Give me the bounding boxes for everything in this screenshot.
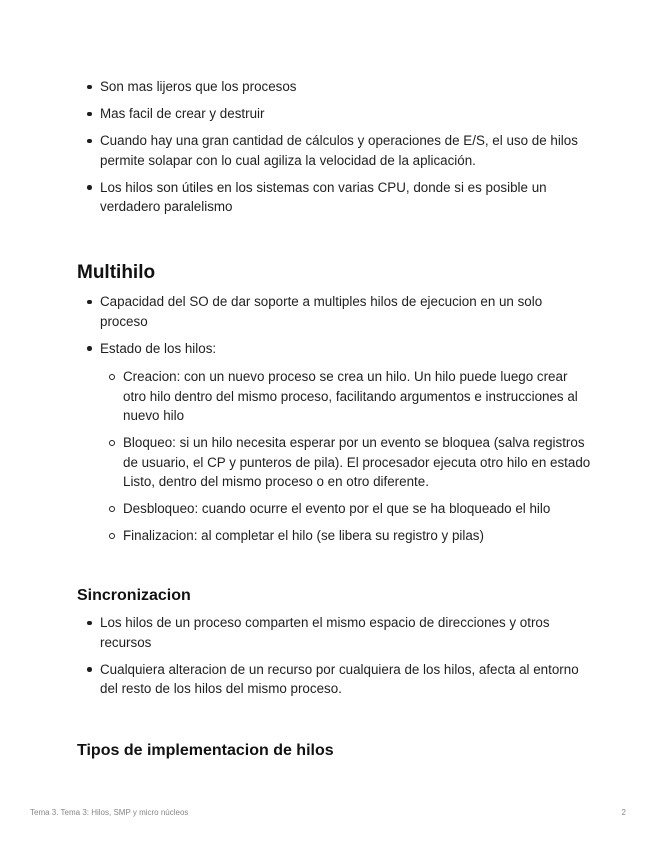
footer-document-title: Tema 3. Tema 3: Hilos, SMP y micro núcleos: [30, 808, 189, 817]
sublist-item: Bloqueo: si un hilo necesita esperar por un evento se bloquea (salva registros de usuario, el CP y punteros de pila). El procesador ejecuta otro hilo en estado Listo, dentro del mismo proceso o en otro diferente.: [123, 433, 593, 492]
intro-list: [100, 77, 580, 224]
estados-sublist: [123, 367, 593, 553]
list-item: Capacidad del SO de dar soporte a multiples hilos de ejecucion en un solo proceso: [100, 292, 580, 331]
sublist-item: Creacion: con un nuevo proceso se crea un hilo. Un hilo puede luego crear otro hilo dentro del mismo proceso, facilitando argumentos e instrucciones al nuevo hilo: [123, 367, 593, 426]
list-item: Son mas lijeros que los procesos: [100, 77, 580, 97]
list-item: Los hilos de un proceso comparten el mismo espacio de direcciones y otros recursos: [100, 613, 580, 652]
heading-tipos-implementacion: Tipos de implementacion de hilos: [77, 742, 334, 759]
list-item: Estado de los hilos:: [100, 339, 580, 359]
heading-sincronizacion: Sincronizacion: [77, 587, 191, 604]
footer-page-number: 2: [621, 808, 626, 817]
list-item: Mas facil de crear y destruir: [100, 104, 580, 124]
heading-multihilo: Multihilo: [77, 262, 156, 283]
sublist-item: Desbloqueo: cuando ocurre el evento por el que se ha bloqueado el hilo: [123, 499, 593, 519]
sublist-item: Finalizacion: al completar el hilo (se libera su registro y pilas): [123, 526, 593, 546]
multihilo-list: [100, 292, 580, 366]
list-item: Los hilos son útiles en los sistemas con varias CPU, donde si es posible un verdadero paralelismo: [100, 178, 580, 217]
sincronizacion-list: [100, 613, 580, 706]
list-item: Cualquiera alteracion de un recurso por cualquiera de los hilos, afecta al entorno del resto de los hilos del mismo proceso.: [100, 660, 580, 699]
list-item: Cuando hay una gran cantidad de cálculos y operaciones de E/S, el uso de hilos permite solapar con lo cual agiliza la velocidad de la aplicación.: [100, 131, 580, 170]
